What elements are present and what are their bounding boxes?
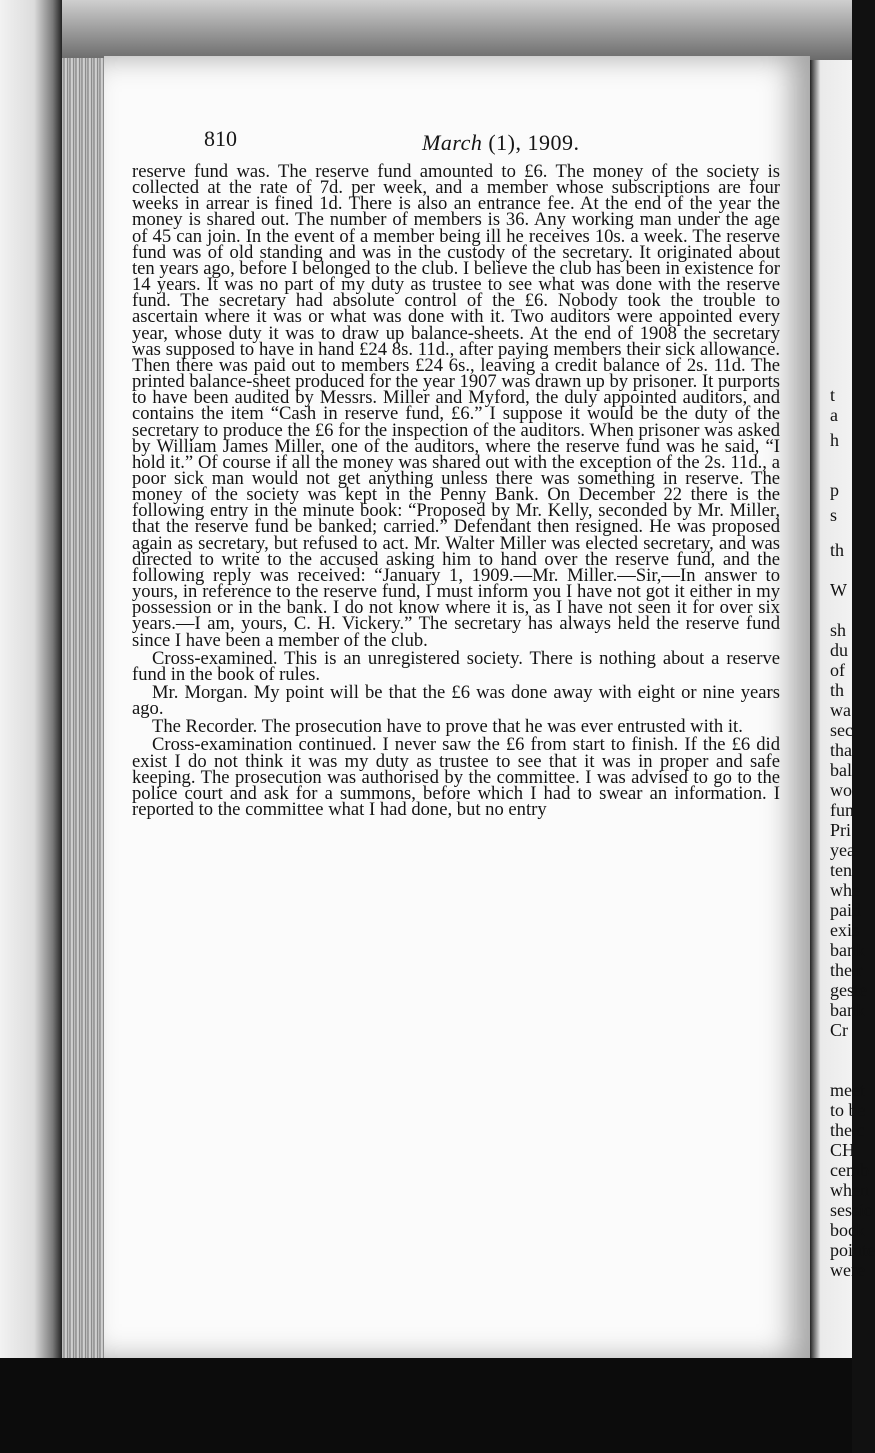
facing-page-fragment: meet: [830, 1080, 865, 1100]
facing-page-fragment: a: [830, 405, 838, 425]
facing-page-fragment: whe: [830, 880, 860, 900]
book-page: [104, 56, 810, 1360]
facing-page-fragment: the c: [830, 1120, 865, 1140]
facing-page-fragment: pointe: [830, 1240, 875, 1260]
running-head-session: (1), 1909.: [488, 130, 580, 155]
paragraph-testimony: reserve fund was. The reserve fund amounted to £6. The money of the society is collected at the rate of 7d. per week, and a member whose subscriptions are four weeks in arrear is fined 1d. There is also an entrance fee. At the end of the year the money is shared out. The number of members is 36. Any working man under the age of 45 can join. In the event of a member being ill he receives 10s. a week. The reserve fund was of old standing and was in the custody of the secretary. It originated about ten years ago, before I belonged to the club. I believe the club has been in existence for 14 years. It was no part of my duty as trustee to see what was done with the reserve fund. The secretary had absolute control of the £6. Nobody took the trouble to ascertain where it was or what was done with it. Two auditors were appointed every year, whose duty it was to draw up balance-sheets. At the end of 1908 the secretary was supposed to have in hand £24 8s. 11d., after paying members their sick allowance. Then there was paid out to members £24 6s., leaving a credit balance of 2s. 11d. The printed balance-sheet produced for the year 1907 was drawn up by prisoner. It purports to have been audited by Messrs. Miller and Myford, the duly appointed auditors, and contains the item “Cash in reserve fund, £6.” I suppose it would be the duty of the secretary to produce the £6 for the inspection of the auditors. When prisoner was asked by William James Miller, one of the auditors, where the reserve fund was he said, “I hold it.” Of course if all the money was shared out with the exception of the 2s. 11d., a poor sick man would not get anything unless there was something in reserve. The money of the society was kept in the Penny Bank. On December 22 there is the following entry in the minute book: “Proposed by Mr. Kelly, seconded by Mr. Miller, that the reserve fund be banked; carried.” Defendant then resigned. He was proposed again as secretary, but refused to act. Mr. Walter Miller was elected secretary, and was directed to write to the accused asking him to hand over the reserve fund, and the following reply was received: “January 1, 1909.—Mr. Miller.—Sir,—In answer to yours, in reference to the reserve fund, I must inform you I have not got it either in my possession or in the bank. I do not know where it is, as I have not seen it for over six years.—I am, yours, C. H. Vickery.” The secretary has always held the reserve fund since I have been a member of the club.: [132, 161, 780, 651]
body-text: [132, 161, 780, 821]
facing-page-edge: [810, 60, 875, 1360]
facing-page-fragment: when: [830, 1180, 869, 1200]
facing-page-fragment: th: [830, 540, 845, 560]
facing-page-fragment: to be: [830, 1100, 866, 1120]
paragraph-cross-examination-continued: Cross-examination continued. I never saw the £6 from start to finish. If the £6 did exist I do not think it was my duty as trustee to see that it was in proper and safe keeping. The prosecution was authorised by the committee. I was advised to go to the police court and ask for a summons, before which I had to swear an information. I reported to the committee what I had done, but no entry: [132, 734, 780, 821]
facing-page-fragment: the r: [830, 960, 863, 980]
facing-page-fragment: bal: [830, 760, 852, 780]
scan-background-bottom: [0, 1358, 852, 1453]
facing-page-fragment: wa: [830, 700, 851, 720]
facing-page-fragment: h: [830, 430, 839, 450]
facing-page-fragment: du: [830, 640, 848, 660]
page-number: 810: [204, 126, 237, 151]
paragraph-mr-morgan: Mr. Morgan. My point will be that the £6 was done away with eight or nine years ago.: [132, 682, 780, 720]
running-head-month: March: [422, 130, 483, 155]
facing-page-fragment: yea: [830, 840, 855, 860]
facing-page-fragment: th: [830, 680, 845, 700]
paragraph-recorder: The Recorder. The prosecution have to prove that he was ever entrusted with it.: [152, 716, 743, 738]
facing-page-fragment: s: [830, 505, 838, 525]
facing-page-fragment: Pri: [830, 820, 852, 840]
facing-page-fragment: geste: [830, 980, 867, 1000]
facing-page-fragment: exis: [830, 920, 859, 940]
facing-page-fragment: of: [830, 660, 845, 680]
facing-page-fragment: W: [830, 580, 847, 600]
facing-page-fragment: sec: [830, 720, 853, 740]
facing-page-fragment: bank: [830, 1000, 865, 1020]
facing-page-fragment: sh: [830, 620, 847, 640]
facing-page-fragment: ten: [830, 860, 852, 880]
facing-page-fragment: wo: [830, 780, 852, 800]
facing-page-fragment: p: [830, 480, 839, 500]
facing-page-fragment: CH: [830, 1140, 856, 1160]
facing-page-fragment: fun: [830, 800, 854, 820]
facing-page-fragment: Cr: [830, 1020, 848, 1040]
facing-page-fragment: tha: [830, 740, 852, 760]
facing-page-fragment: bock: [830, 1220, 865, 1240]
facing-page-fragment: paid: [830, 900, 861, 920]
facing-page-fragment: bank: [830, 940, 865, 960]
running-head: [422, 130, 580, 156]
facing-page-fragment: cemb: [830, 1160, 869, 1180]
scan-background-left: [0, 0, 62, 1453]
facing-page-fragment: were: [830, 1260, 865, 1280]
facing-page-fragment: t: [830, 385, 836, 405]
paragraph-cross-examined: Cross-examined. This is an unregistered society. There is nothing about a reserve fund in the book of rules.: [132, 647, 780, 685]
facing-page-fragment: sessio: [830, 1200, 874, 1220]
book-page-edges: [62, 58, 110, 1358]
